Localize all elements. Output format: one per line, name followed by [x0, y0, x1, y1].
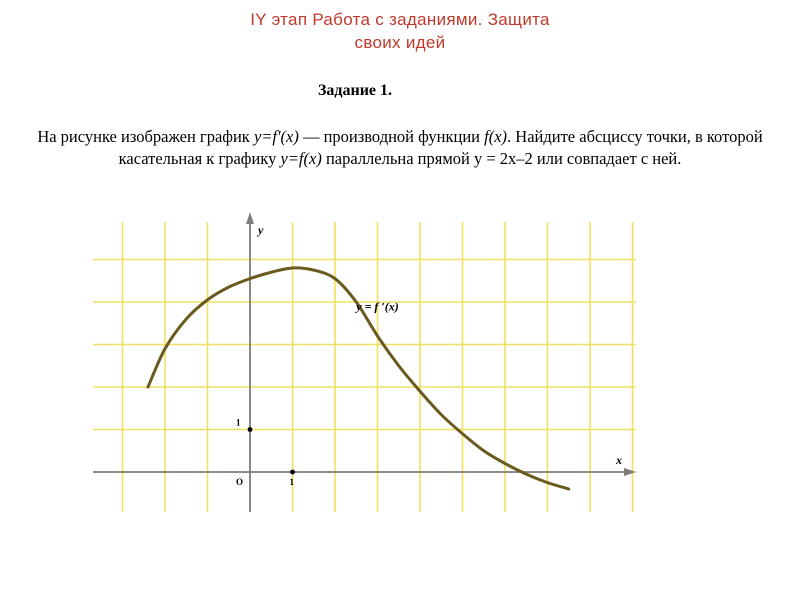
task-text-formula: f(x)	[484, 127, 508, 146]
y-axis-arrow	[246, 212, 254, 224]
task-text-part: параллельна прямой у = 2х–2 или совпадает с ней.	[321, 149, 682, 168]
chart-axes	[93, 212, 636, 512]
x-tick-mark	[290, 470, 295, 475]
x-tick-label: 1	[289, 477, 294, 487]
task-text-part: — производной функции	[298, 127, 485, 146]
chart-grid	[93, 222, 636, 512]
task-text-part: . Найдите абсциссу точки, в которой касательная к графику	[118, 127, 763, 168]
chart-ticks	[236, 418, 295, 488]
y-tick-label: 1	[236, 417, 241, 428]
y-axis-label: y	[258, 223, 264, 237]
task-text-formula: y=f'(x)	[253, 127, 299, 146]
curve-label: y = f ′(x)	[356, 299, 399, 314]
task-text	[20, 126, 780, 170]
y-tick-mark	[248, 427, 253, 432]
derivative-graph	[88, 212, 648, 517]
origin-label: O	[236, 477, 244, 487]
slide-header	[0, 8, 800, 54]
header-line-2: своих идей	[354, 33, 446, 52]
x-axis-arrow	[624, 468, 636, 476]
x-axis-label: x	[616, 453, 622, 467]
task-text-formula: y=f(x)	[280, 149, 322, 168]
header-line-1: IY этап Работа с заданиями. Защита	[250, 10, 550, 29]
task-text-part: На рисунке изображен график	[37, 127, 254, 146]
task-title: Задание 1.	[317, 82, 393, 99]
